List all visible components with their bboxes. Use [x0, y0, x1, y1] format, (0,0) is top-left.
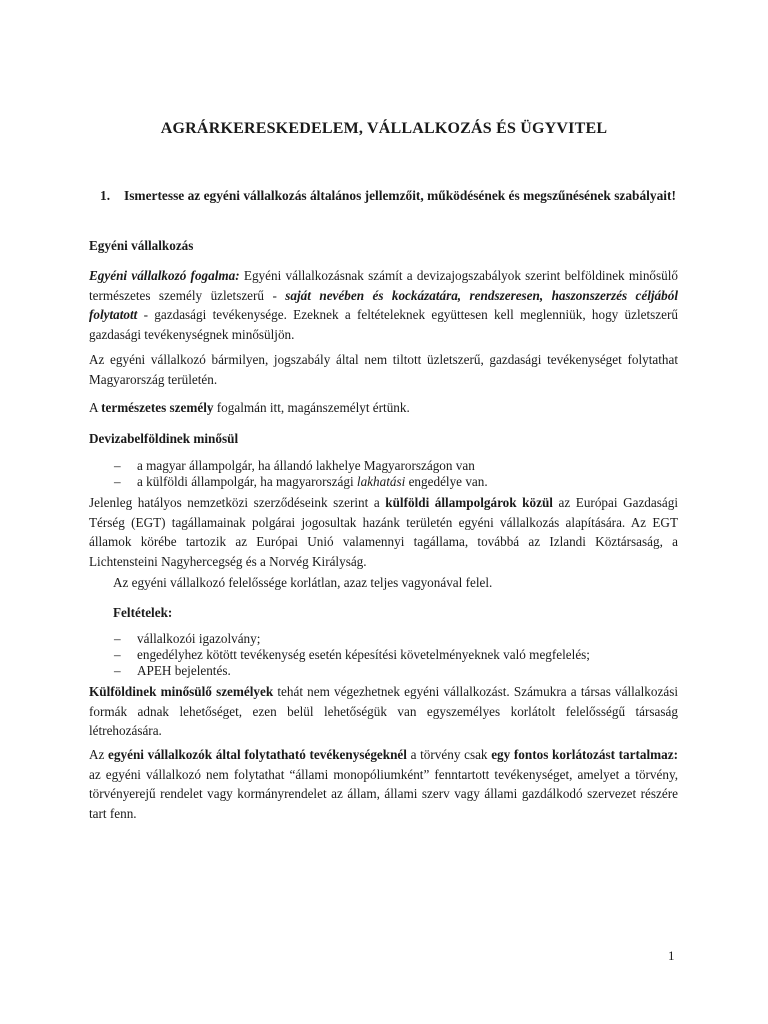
feltetelek-heading: Feltételek:: [113, 605, 173, 620]
list-item-text-2: engedélye van.: [405, 474, 488, 489]
foreign-persons-text: tehát nem végezhetnek egyéni vállalkozást. Számukra a társas vállalkozási formák adnak lehetőséget, ezen belül lehetőségük van egyszemélyes korlátolt felelősségű társaság létrehozására.: [89, 684, 678, 738]
list-dash: –: [114, 458, 121, 473]
paragraph-natural-person: [89, 398, 678, 418]
question-1: [100, 186, 678, 205]
list-item-text: engedélyhez kötött tevékenység esetén képesítési követelményeknek való megfelelés;: [137, 647, 590, 662]
restriction-bold-2: egy fontos korlátozást tartalmaz:: [491, 747, 678, 762]
restriction-text-1: Az: [89, 747, 109, 762]
restriction-bold-1: egyéni vállalkozók által folytatható tevékenységeknél: [108, 747, 407, 762]
question-number: 1.: [100, 188, 111, 203]
definition-text-2: - gazdasági tevékenysége. Ezeknek a feltételeknek együttesen kell meglenniük, hogy üzletszerű gazdasági tevékenységnek minősüljön.: [89, 307, 678, 342]
list-item: [89, 474, 678, 490]
page-number: 1: [668, 948, 675, 963]
paragraph-liability: Az egyéni vállalkozó felelőssége korlátlan, azaz teljes vagyonával felel.: [113, 575, 493, 590]
list-item: [89, 631, 678, 647]
list-item: [89, 458, 678, 474]
list-item-text: [137, 474, 488, 490]
paragraph-foreign-persons: [89, 682, 678, 741]
list-item: [89, 663, 678, 679]
list-item: [89, 647, 678, 663]
list-dash: –: [114, 663, 121, 678]
foreign-bold: külföldi állampolgárok közül: [385, 495, 553, 510]
paragraph-restriction: [89, 745, 678, 823]
restriction-text-2: a törvény csak: [406, 747, 492, 762]
list-item-text: APEH bejelentés.: [137, 663, 231, 678]
list-item-italic: lakhatási: [356, 474, 406, 489]
document-title: AGRÁRKERESKEDELEM, VÁLLALKOZÁS ÉS ÜGYVITEL: [160, 120, 608, 137]
foreign-text-1: Jelenleg hatályos nemzetközi szerződéseink szerint a: [89, 495, 386, 510]
natural-person-text-2: fogalmán itt, magánszemélyt értünk.: [213, 400, 410, 415]
section-heading: Egyéni vállalkozás: [89, 238, 194, 253]
definition-emphasis: saját nevében és kockázatára, rendszeresen, haszonszerzés céljából folytatott: [89, 287, 678, 322]
list-item-text: a magyar állampolgár, ha állandó lakhelye Magyarországon van: [137, 458, 475, 473]
natural-person-text-1: A: [89, 400, 102, 415]
foreign-text-2: az Európai Gazdasági Térség (EGT) tagállamainak polgárai jogosultak hazánk területén egyéni vállalkozás alapítására. Az EGT államok körébe tartozik az Európai Unió valamennyi tagállama, továbbá az Izlandi Köztársaság, a Lichtensteini Nagyhercegség és a Norvég Királyság.: [89, 495, 678, 569]
list-dash: –: [114, 631, 121, 646]
list-dash: –: [114, 647, 121, 662]
devizabelfoldi-heading: Devizabelföldinek minősül: [89, 431, 239, 446]
definition-text-1: Egyéni vállalkozásnak számít a devizajogszabályok szerint belföldinek minősülő természetes személy üzletszerű -: [89, 268, 678, 303]
list-item-text: vállalkozói igazolvány;: [137, 631, 261, 646]
paragraph-definition: [89, 266, 678, 344]
question-text: Ismertesse az egyéni vállalkozás általános jellemzőit, működésének és megszűnésének szabályait!: [124, 188, 676, 203]
definition-lead: Egyéni vállalkozó fogalma:: [89, 268, 240, 283]
natural-person-bold: természetes személy: [101, 400, 214, 415]
foreign-persons-bold: Külföldinek minősülő személyek: [89, 684, 274, 699]
restriction-text-3: az egyéni vállalkozó nem folytathat “állami monopóliumként” fenntartott tevékenységet, amelyet a törvény, törvényerejű rendelet vagy kormányrendelet az állam, állami szerv vagy állami gazdálkodó szervezet részére tart fenn.: [89, 766, 678, 821]
list-item-text-1: a külföldi állampolgár, ha magyarországi: [137, 474, 357, 489]
devizabelfoldi-list: [89, 458, 678, 490]
paragraph-activity: Az egyéni vállalkozó bármilyen, jogszabály által nem tiltott üzletszerű, gazdasági tevékenységet folytathat Magyarország területén.: [89, 352, 678, 387]
feltetelek-list: [89, 631, 678, 679]
list-dash: –: [114, 474, 121, 489]
paragraph-foreign-citizens: [89, 493, 678, 571]
